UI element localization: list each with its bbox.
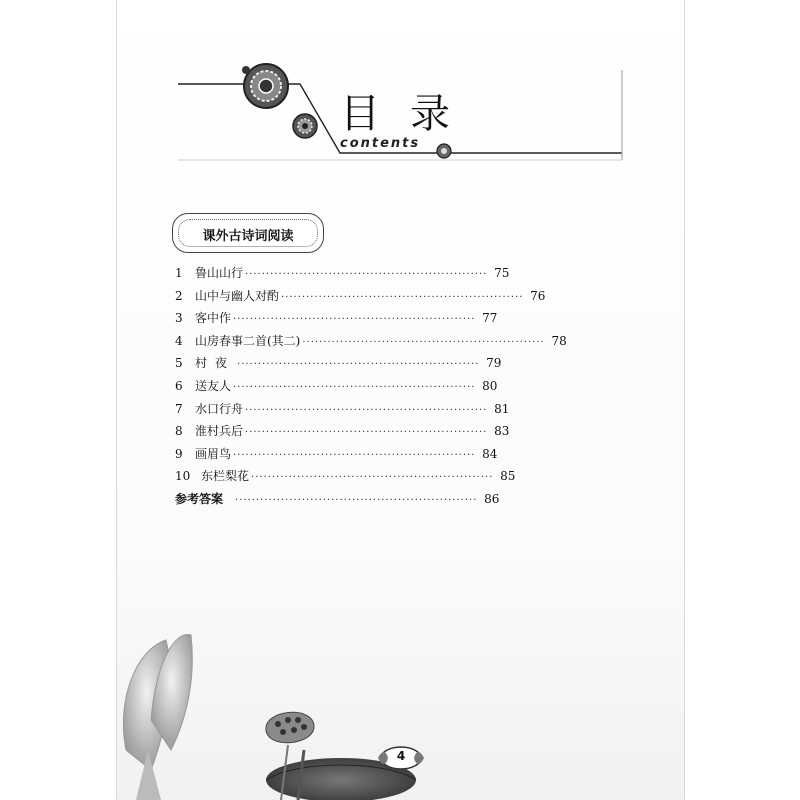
toc-entry-number: 7 <box>175 401 183 416</box>
toc-entry[interactable] <box>175 332 567 355</box>
toc-entry-title: 山房春事二首(其二) <box>195 333 301 348</box>
toc-entry-number: 8 <box>175 424 183 439</box>
toc-entry-title: 送友人 <box>195 378 232 393</box>
toc-leader-dots: ·························································· <box>233 449 476 461</box>
toc-leader-dots: ·························································· <box>245 404 488 416</box>
toc-entry[interactable] <box>175 400 510 423</box>
section-badge <box>172 213 324 253</box>
toc-entry-page: 78 <box>551 333 567 348</box>
toc-entry-page: 79 <box>486 356 502 371</box>
toc-entry-number: 4 <box>175 333 183 348</box>
toc-entry[interactable] <box>175 264 510 287</box>
toc-entry[interactable] <box>175 445 498 468</box>
toc-entry[interactable] <box>175 467 516 490</box>
table-of-contents <box>175 264 567 513</box>
toc-entry-number: 1 <box>175 266 183 280</box>
toc-entry-title: 水口行舟 <box>195 401 244 416</box>
toc-answers-title: 参考答案 <box>175 491 224 506</box>
toc-entry-page: 83 <box>494 424 510 439</box>
toc-leader-dots: ·························································· <box>233 314 476 326</box>
toc-entry-title: 村夜 <box>195 356 236 371</box>
toc-answers-page: 86 <box>484 491 500 506</box>
medallion-ornament-icon <box>242 64 288 108</box>
toc-leader-dots: ·························································· <box>302 336 545 348</box>
toc-entry-page: 81 <box>494 401 510 416</box>
toc-leader-dots: ·························································· <box>245 269 488 280</box>
toc-entry[interactable] <box>175 309 498 332</box>
toc-entry-page: 80 <box>482 378 498 393</box>
toc-entry-number: 3 <box>175 311 183 326</box>
toc-leader-dots: ·························································· <box>237 359 480 371</box>
toc-entry[interactable] <box>175 354 502 377</box>
toc-leader-dots: ·························································· <box>233 381 476 393</box>
medallion-ornament-small-icon <box>293 114 317 138</box>
toc-entry-number: 9 <box>175 446 183 461</box>
toc-entry-title: 东栏梨花 <box>201 469 250 484</box>
contents-subtitle: contents <box>340 136 421 151</box>
toc-entry-title: 鲁山山行 <box>195 266 244 280</box>
toc-entry-answers[interactable] <box>175 490 500 513</box>
toc-entry-page: 84 <box>482 446 498 461</box>
toc-entry-page: 75 <box>494 266 510 280</box>
page-number: 4 <box>396 749 406 763</box>
toc-leader-dots: ·························································· <box>251 472 494 484</box>
toc-entry-page: 85 <box>500 469 516 484</box>
lotus-illustration <box>116 600 416 800</box>
toc-entry[interactable] <box>175 377 498 400</box>
toc-entry-number: 5 <box>175 356 183 371</box>
toc-entry-title: 画眉鸟 <box>195 446 232 461</box>
toc-leader-dots: ·························································· <box>281 291 524 303</box>
toc-leader-dots: ·························································· <box>235 494 478 506</box>
toc-entry-page: 76 <box>530 288 546 303</box>
toc-entry-page: 77 <box>482 311 498 326</box>
section-label: 课外古诗词阅读 <box>202 229 294 244</box>
toc-entry[interactable] <box>175 422 510 445</box>
toc-entry-number: 10 <box>175 469 191 484</box>
toc-entry-title: 淮村兵后 <box>195 424 244 439</box>
toc-entry-number: 2 <box>175 288 183 303</box>
toc-leader-dots: ·························································· <box>245 427 488 439</box>
toc-entry[interactable] <box>175 287 546 310</box>
contents-title: 目录 <box>340 91 480 137</box>
toc-entry-number: 6 <box>175 378 183 393</box>
toc-entry-title: 山中与幽人对酌 <box>195 288 280 303</box>
toc-entry-title: 客中作 <box>195 311 232 326</box>
medallion-ornament-tiny-icon <box>437 144 451 158</box>
